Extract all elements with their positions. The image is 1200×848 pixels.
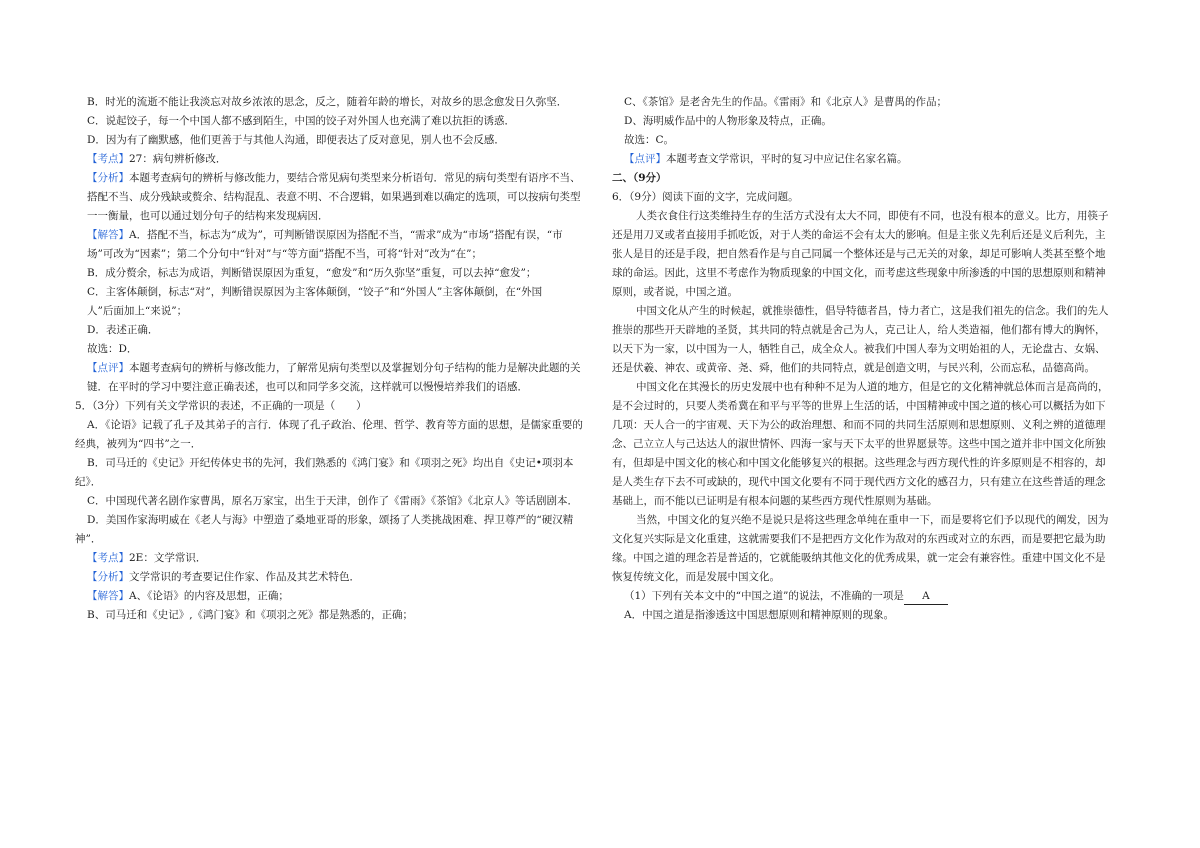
dianping-text: 本题考查病句的辨析与修改能力，了解常见病句类型以及掌握划分句子结构的能力是解决此题的关 [129,362,581,374]
q5-option-d: D．美国作家海明威在《老人与海》中塑造了桑地亚哥的形象，颂扬了人类挑战困难、捍卫尊严的“硬汉精 [87,514,574,526]
dianping-text: 本题考查文学常识，平时的复习中应记住名家名篇。 [666,153,908,165]
passage-line: 恢复传统文化，而是发展中国文化。 [612,571,780,583]
passage-line: 是人类生存下去不可或缺的，现代中国文化要有不同于现代西方文化的感召力，只有建立在这些普适的理念 [612,476,1106,488]
q5-option-a-cont: 经典，被列为“四书”之一． [75,438,202,450]
q4-fenxi-line [75,169,594,188]
fenxi-tag: 【分析】 [87,571,129,583]
passage-line: 当然，中国文化的复兴绝不是说只是将这些理念单纯在重申一下，而是要将它们予以现代的阐发，因为 [636,514,1109,526]
q4-jieda-line: 故选：D． [87,343,138,355]
q4-jieda-line: B．成分赘余，标志为成语，判断错误原因为重复，“愈发”和“历久弥坚”重复，可以去掉“愈发”； [87,267,537,279]
passage-line: 张人是目的还是手段，把自然看作是与自己同属一个整体还是与己无关的对象，却足可影响人类甚至整个地 [612,248,1106,260]
fenxi-text: 本题考查病句的辨析与修改能力，要结合常见病句类型来分析语句．常见的病句类型有语序不当、 [129,172,581,184]
kaodian-text: 2E：文学常识． [129,552,207,564]
q4-fenxi-line: 搭配不当、成分残缺或赘余、结构混乱、表意不明、不合逻辑，如果遇到难以确定的选项，可以按病句类型 [87,191,581,203]
passage-line: 文化复兴实际是文化重建，这就需要我们不是把西方文化作为敌对的东西或对立的东西，而是要把它最为助 [612,533,1106,545]
passage-line: 是不会过时的，只要人类希冀在和平与平等的世界上生活的话，中国精神或中国之道的核心可以概括为如下 [612,400,1106,412]
q6-stem: 6．（9分）阅读下面的文字，完成问题。 [612,191,799,203]
section-heading: 二、（9分） [612,172,667,184]
q5-jieda-b: B、司马迁和《史记》,《鸿门宴》和《项羽之死》都是熟悉的，正确； [87,609,414,621]
jieda-tag: 【解答】 [87,590,129,602]
q5-jieda-c: C、《茶馆》是老舍先生的作品。《雷雨》和《北京人》是曹禺的作品； [624,96,948,108]
q5-option-c: C．中国现代著名剧作家曹禺，原名万家宝，出生于天津，创作了《雷雨》《茶馆》《北京人》等话剧剧本． [87,495,579,507]
q4-option-d: D．因为有了幽默感，他们更善于与其他人沟通，即便表达了反对意见，别人也不会反感． [87,134,505,146]
q5-option-b: B．司马迁的《史记》开纪传体史书的先河，我们熟悉的《鸿门宴》和《项羽之死》均出自《史记•项羽本 [87,457,574,469]
q4-dianping-line: 键．在平时的学习中要注意正确表述，也可以和同学多交流，这样就可以慢慢培养我们的语感． [87,381,528,393]
passage-line: 缘。中国之道的理念若是普适的，它就能吸纳其他文化的优秀成果，就一定会有兼容性。重建中国文化不是 [612,552,1106,564]
passage-line: 原则，或者说，中国之道。 [612,286,738,298]
answer-blank: A [904,589,948,605]
dianping-tag: 【点评】 [87,362,129,374]
passage-line: 以天下为一家，以中国为一人，牺牲自己，成全众人。被我们中国人奉为文明始祖的人，无论盘古、女娲、 [612,343,1106,355]
passage-line: 几项：天人合一的宇宙观、天下为公的政治理想、和而不同的共同生活原则和思想原则、义利之辨的道德理 [612,419,1106,431]
jieda-tag: 【解答】 [87,229,129,241]
q4-jieda-line [75,226,594,245]
q4-dianping-line [75,359,594,378]
q4-option-b: B．时光的流逝不能让我淡忘对故乡浓浓的思念，反之，随着年龄的增长，对故乡的思念愈发日久弥坚． [87,96,568,108]
q5-stem: 5．（3分）下列有关文学常识的表述，不正确的一项是（ ） [75,400,367,412]
q4-fenxi-line: 一一衡量，也可以通过划分句子的结构来发现病因． [87,210,329,222]
right-column [612,93,1137,625]
q4-jieda-line: D．表述正确． [87,324,159,336]
kaodian-text: 27：病句辨析修改． [129,153,227,165]
q5-jieda-d: D、海明威作品中的人物形象及特点，正确。 [624,115,832,127]
q6-sub1-stem [612,587,1137,606]
passage-line: 基础上，而不能以已证明是有根本问题的某些西方现代性原则为基础。 [612,495,938,507]
q5-option-a: A．《论语》记载了孔子及其弟子的言行．体现了孔子政治、伦理、哲学、教育等方面的思想，是儒家重要的 [87,419,583,431]
kaodian-tag: 【考点】 [87,153,129,165]
passage-line: 还是伏羲、神农、或黄帝、尧、舜，他们的共同特点，就是创造文明，与民兴利，公而忘私，品德高尚。 [612,362,1095,374]
fenxi-text: 文学常识的考查要记住作家、作品及其艺术特色． [129,571,360,583]
jieda-text: A、《论语》的内容及思想，正确； [129,590,289,602]
q4-jieda-line: 人”后面加上“来说”； [87,305,188,317]
q5-choice: 故选：C。 [624,134,675,146]
jieda-text: A．搭配不当，标志为“成为”，可判断错误原因为搭配不当，“需求”成为“市场”搭配有误，“市 [129,229,563,241]
q5-option-b-cont: 纪》． [75,476,102,488]
q5-fenxi [75,568,594,587]
q5-dianping [612,150,1137,169]
kaodian-tag: 【考点】 [87,552,129,564]
passage-line: 人类衣食住行这类维持生存的生活方式没有太大不同，即使有不同，也没有根本的意义。比方，用筷子 [636,210,1109,222]
passage-line: 念、己立立人与己达达人的淑世情怀、四海一家与天下太平的世界愿景等。这些中国之道并非中国文化所独 [612,438,1106,450]
passage-line: 推崇的那些开天辟地的圣贤，其共同的特点就是舍己为人，克己让人，给人类造福，他们都有博大的胸怀， [612,324,1106,336]
sub1-stem-text: （1）下列有关本文中的“中国之道”的说法，不准确的一项是 [624,590,904,602]
q5-jieda [75,587,594,606]
fenxi-tag: 【分析】 [87,172,129,184]
q4-kaodian [75,150,594,169]
dianping-tag: 【点评】 [624,153,666,165]
passage-line: 球的命运。因此，这里不考虑作为物质现象的中国文化，而考虑这些现象中所渗透的中国的思想原则和精神 [612,267,1106,279]
passage-line: 有，但却是中国文化的核心和中国文化能够复兴的根据。这些理念与西方现代性的许多原则是不相容的，却 [612,457,1106,469]
left-column [75,93,594,625]
passage-line: 中国文化从产生的时候起，就推崇德性，倡导特德者昌，恃力者亡，这是我们祖先的信念。我们的先人 [636,305,1109,317]
q4-jieda-line: 场”可改为“因素”；第二个分句中“针对”与“等方面”搭配不当，可将“针对”改为“在”； [87,248,483,260]
q4-option-c: C．说起饺子，每一个中国人都不感到陌生，中国的饺子对外国人也充满了难以抗拒的诱惑． [87,115,516,127]
q4-jieda-line: C．主客体颠倒，标志“对”，判断错误原因为主客体颠倒，“饺子”和“外国人”主客体颠倒，在“外国 [87,286,543,298]
q6-sub1-option-a: A．中国之道是指渗透这中国思想原则和精神原则的现象。 [624,609,895,621]
q5-kaodian [75,549,594,568]
passage-line: 还是用刀叉或者直接用手抓吃饭，对于人类的命运不会有太大的影响。但是主张义先利后还是义后利先，主 [612,229,1106,241]
passage-line: 中国文化在其漫长的历史发展中也有种种不足为人道的地方，但是它的文化精神就总体而言是高尚的， [636,381,1109,393]
q5-option-d-cont: 神”． [75,533,102,545]
